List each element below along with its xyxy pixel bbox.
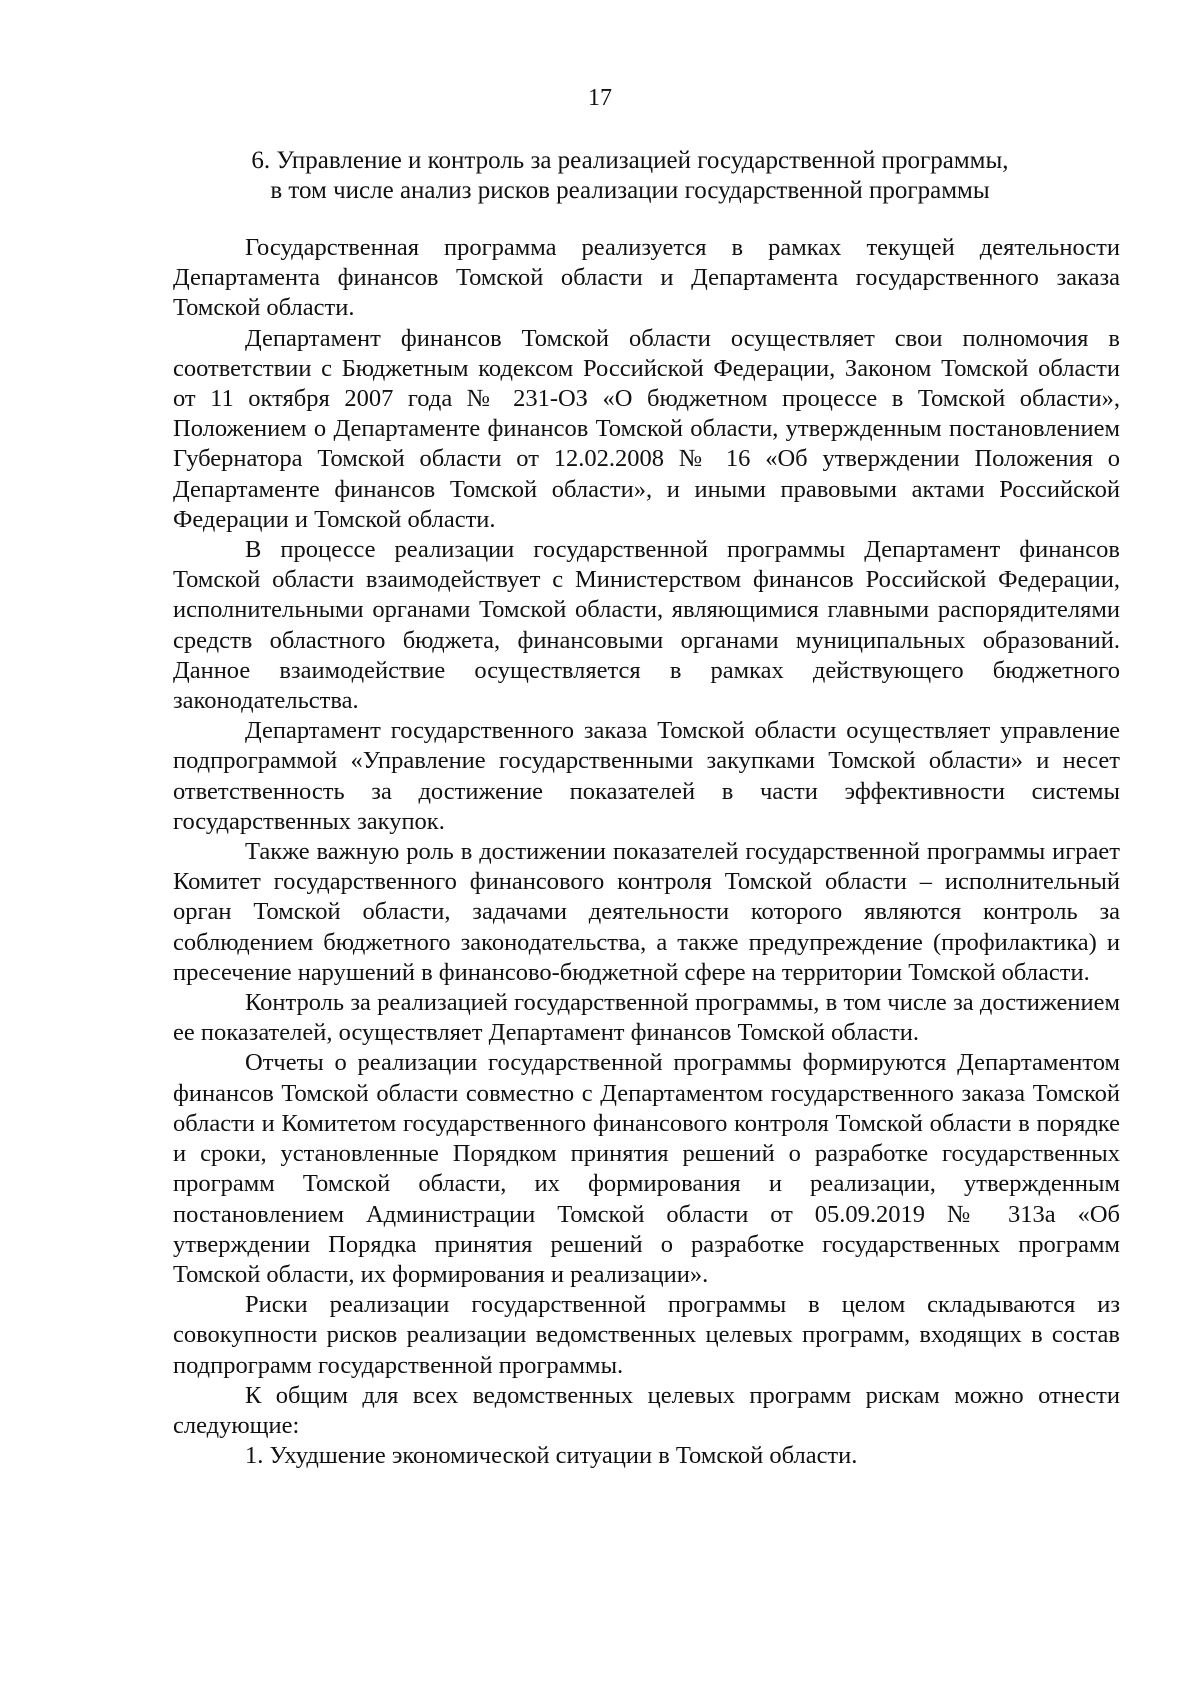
section-heading-line-1: 6. Управление и контроль за реализацией государственной программы, [251, 147, 1009, 174]
page-number: 17 [588, 85, 612, 111]
paragraph-1: Государственная программа реализуется в рамках текущей деятельности Департамента финансов Томской области и Департамента государственного заказа Томской области. [173, 234, 1120, 322]
paragraph-2: Департамент финансов Томской области осуществляет свои полномочия в соответствии с Бюджетным кодексом Российской Федерации, Законом Томской области от 11 октября 2007 года № 231-ОЗ «О бюджетном процессе в Томской области», Положением о Департаменте финансов Томской области, утвержденным постановлением Губернатора Томской области от 12.02.2008 № 16 «Об утверждении Положения о Департаменте финансов Томской области», и иными правовыми актами Российской Федерации и Томской области. [173, 324, 1120, 533]
paragraph-5: Также важную роль в достижении показателей государственной программы играет Комитет государственного финансового контроля Томской области – исполнительный орган Томской области, задачами деятельности которого являются контроль за соблюдением бюджетного законодательства, а также предупреждение (профилактика) и пресечение нарушений в финансово-бюджетной сфере на территории Томской области. [173, 838, 1120, 986]
paragraph-7: Отчеты о реализации государственной программы формируются Департаментом финансов Томской области совместно с Департаментом государственного заказа Томской области и Комитетом государственного финансового контроля Томской области в порядке и сроки, установленные Порядком принятия решений о разработке государственных программ Томской области, их формирования и реализации, утвержденным постановлением Администрации Томской области от 05.09.2019 № 313а «Об утверждении Порядка принятия решений о разработке государственных программ Томской области, их формирования и реализации». [173, 1049, 1120, 1288]
paragraph-4: Департамент государственного заказа Томской области осуществляет управление подпрограммой «Управление государственными закупками Томской области» и несет ответственность за достижение показателей в части эффективности системы государственных закупок. [173, 717, 1120, 835]
paragraph-3: В процессе реализации государственной программы Департамент финансов Томской области взаимодействует с Министерством финансов Российской Федерации, исполнительными органами Томской области, являющимися главными распорядителями средств областного бюджета, финансовыми органами муниципальных образований. Данное взаимодействие осуществляется в рамках действующего бюджетного законодательства. [173, 536, 1120, 715]
paragraph-6: Контроль за реализацией государственной программы, в том числе за достижением ее показателей, осуществляет Департамент финансов Томской области. [173, 989, 1120, 1047]
paragraph-10: 1. Ухудшение экономической ситуации в Томской области. [245, 1442, 858, 1470]
section-heading [180, 146, 1080, 206]
section-heading-line-2: в том числе анализ рисков реализации государственной программы [270, 177, 990, 204]
document-body [173, 233, 1120, 1471]
paragraph-9: К общим для всех ведомственных целевых программ рискам можно отнести следующие: [173, 1381, 1120, 1439]
paragraph-8: Риски реализации государственной программы в целом складываются из совокупности рисков реализации ведомственных целевых программ, входящих в состав подпрограмм государственной программы. [173, 1291, 1120, 1379]
